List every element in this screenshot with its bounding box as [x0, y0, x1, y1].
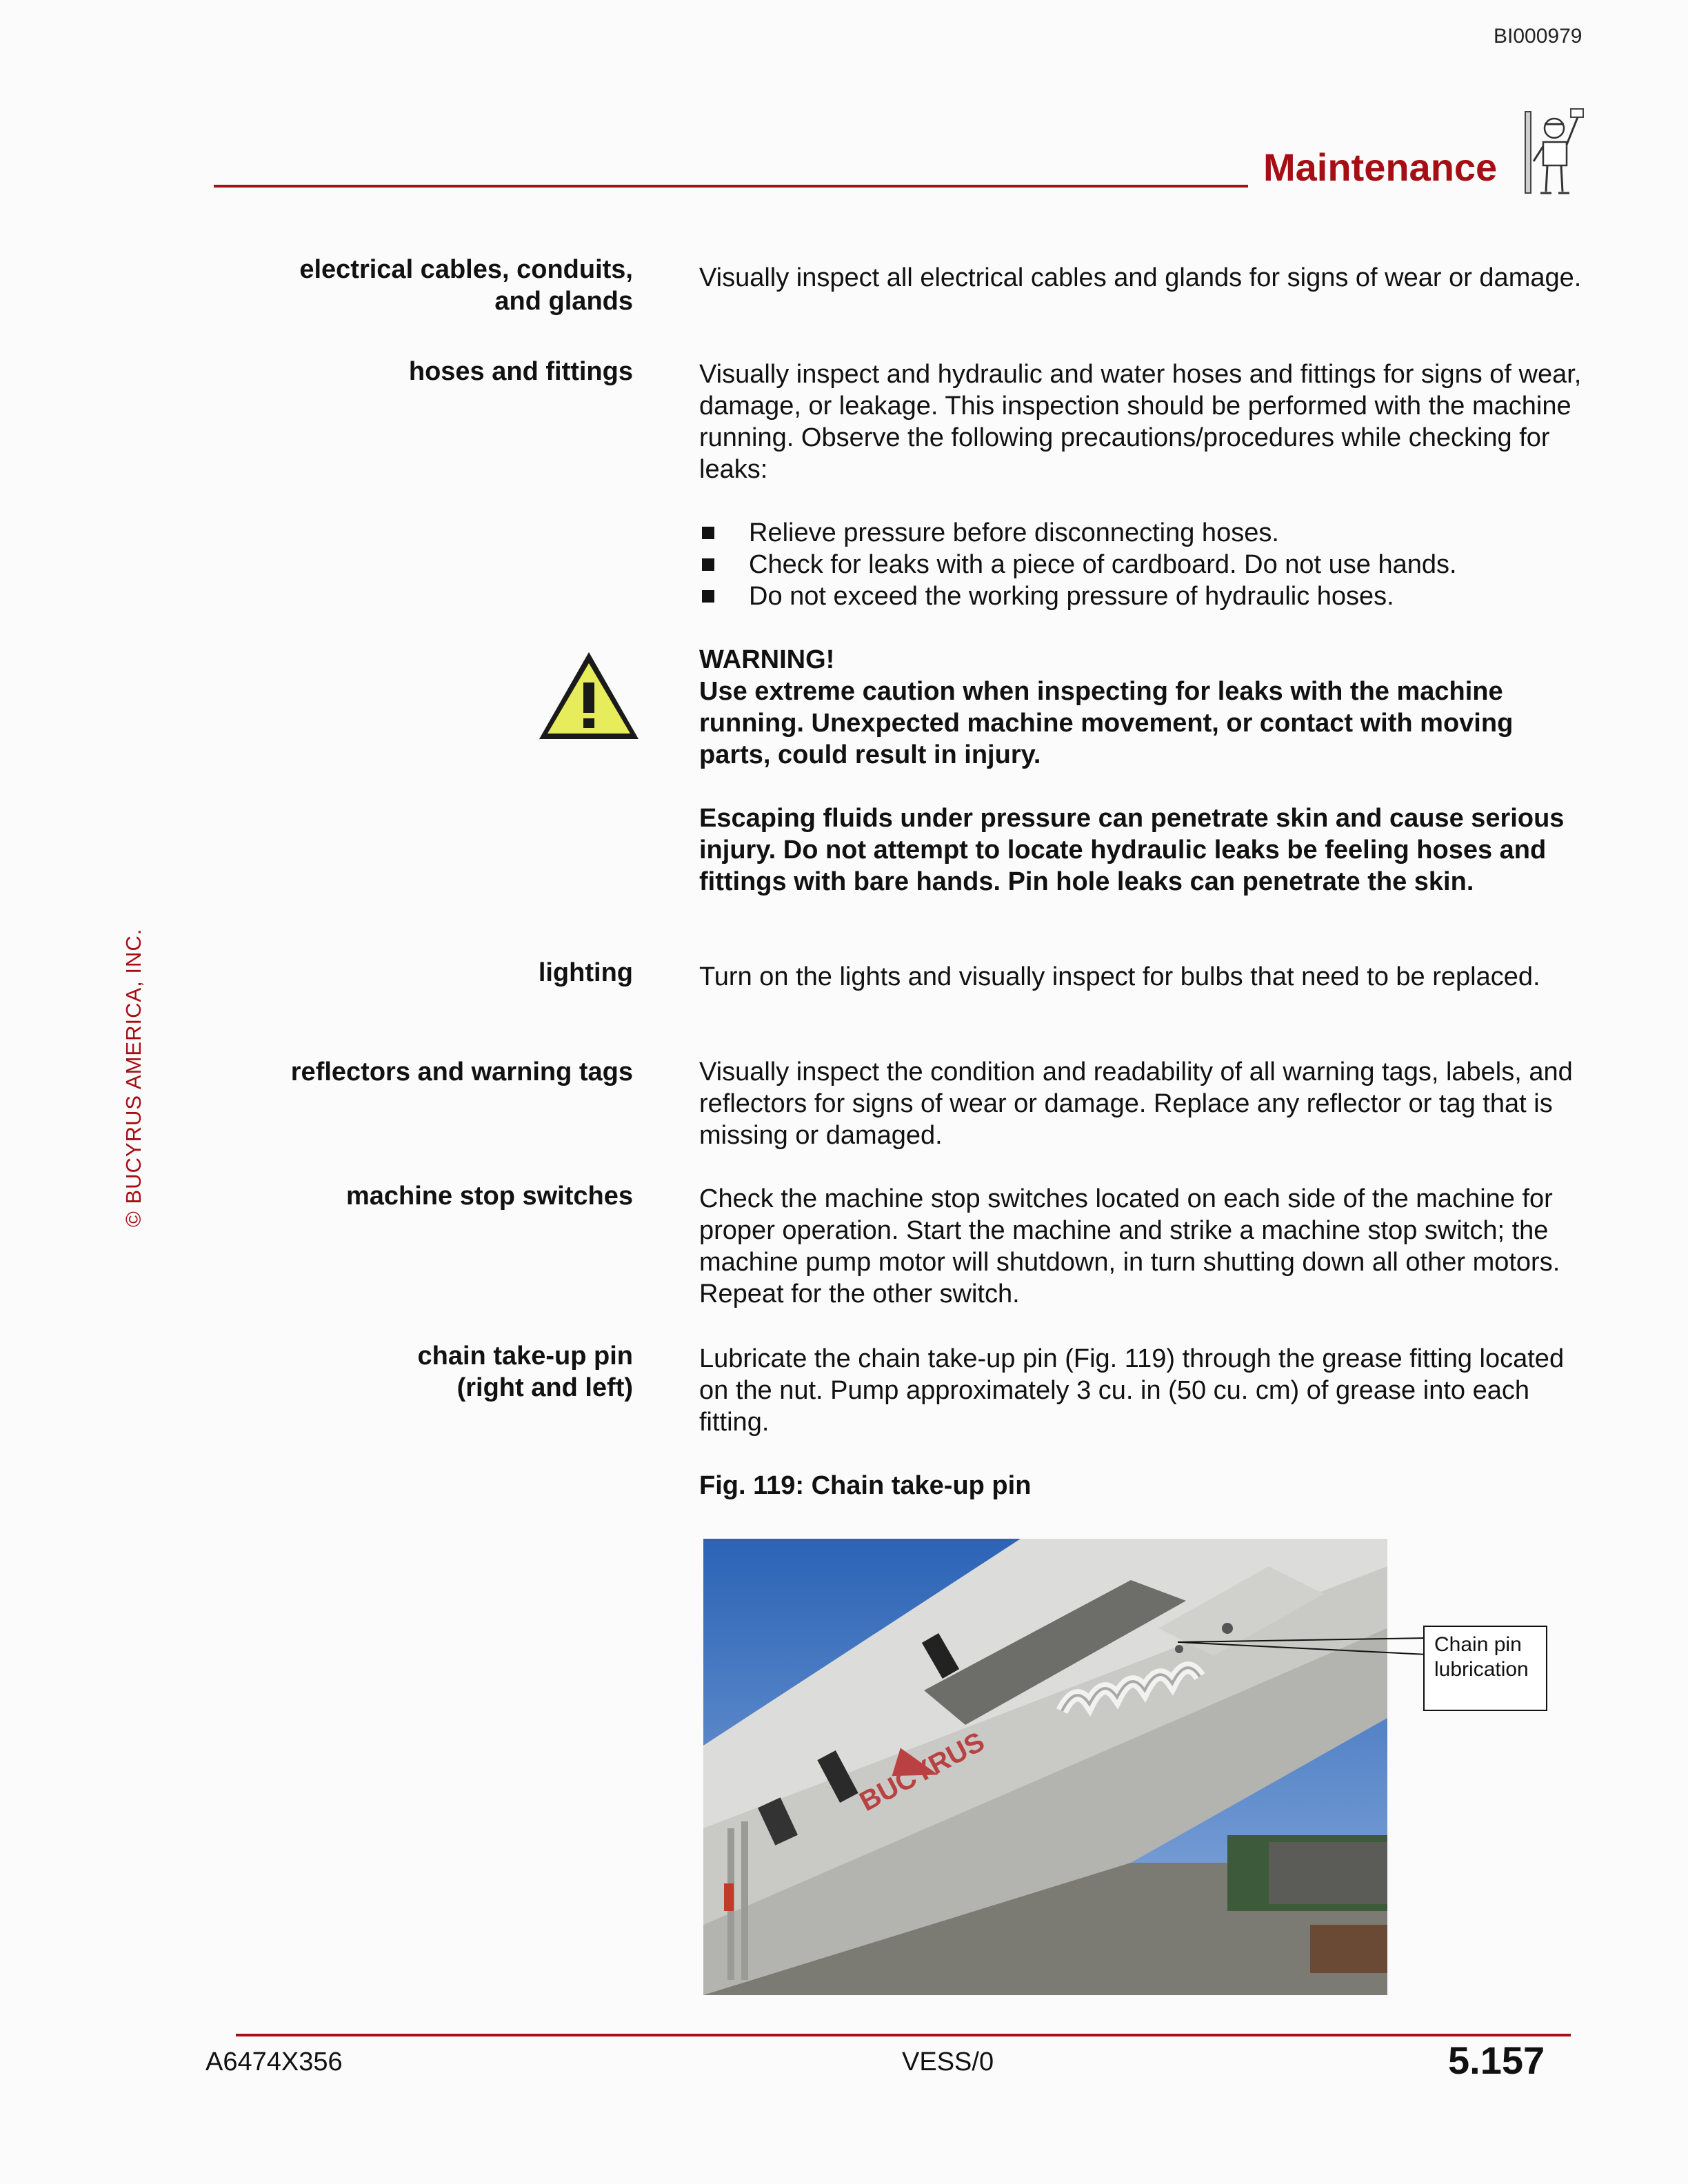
bullet-square-icon	[702, 527, 714, 539]
warning-paragraph-1: Use extreme caution when inspecting for leaks with the machine running. Unexpected machine movement, or contact with moving parts, could result in injury.	[699, 677, 1514, 769]
bullet-square-icon	[702, 590, 714, 603]
reflectors-text: Visually inspect the condition and readability of all warning tags, labels, and reflectors for signs of wear or damage. Replace any reflector or tag that is missing or damaged.	[699, 1058, 1573, 1150]
bullet-text: Check for leaks with a piece of cardboard. Do not use hands.	[749, 550, 1457, 579]
stop-switches-text: Check the machine stop switches located on each side of the machine for proper operation. Start the machine and strike a machine stop switch; the machine pump motor will shutdown, in turn shutting down all other motors. Repeat for the other switch.	[699, 1184, 1560, 1308]
bullet-text: Do not exceed the working pressure of hydraulic hoses.	[749, 582, 1394, 611]
list-item	[699, 580, 1589, 612]
section-title: Maintenance	[1263, 145, 1498, 189]
figure-caption: Fig. 119: Chain take-up pin	[699, 1471, 1032, 1500]
warning-paragraph-2: Escaping fluids under pressure can penetrate skin and cause serious injury. Do not attempt to locate hydraulic leaks be feeling hoses and fittings with bare hands. Pin hole leaks can penetrate the skin.	[699, 804, 1565, 896]
header-rule	[214, 185, 1248, 188]
hoses-text: Visually inspect and hydraulic and water hoses and fittings for signs of wear, damage, or leakage. This inspection should be performed with the machine running. Observe the following precautions/procedures while checking for leaks:	[699, 360, 1582, 484]
warning-heading: WARNING!	[699, 645, 835, 674]
figure-photo	[703, 1539, 1387, 1995]
cables-label-line1: electrical cables, conduits,	[299, 255, 633, 284]
bullet-square-icon	[702, 558, 714, 571]
chain-pin-label-line2: (right and left)	[456, 1373, 633, 1402]
document-id: BI000979	[1494, 25, 1582, 48]
footer-rule	[236, 2034, 1571, 2036]
cables-label-line2: and glands	[494, 287, 633, 316]
hoses-label: hoses and fittings	[408, 357, 633, 386]
page-number: 5.157	[1448, 2039, 1545, 2082]
warning-block	[699, 644, 1589, 898]
footer-revision: VESS/0	[902, 2048, 994, 2076]
list-item	[699, 517, 1589, 549]
warning-triangle-icon	[535, 648, 643, 743]
reflectors-label: reflectors and warning tags	[290, 1058, 633, 1086]
chain-pin-text: Lubricate the chain take-up pin (Fig. 119) through the grease fitting located on the nut. Pump approximately 3 cu. in (50 cu. cm) of grease into each fitting.	[699, 1344, 1565, 1437]
bullet-text: Relieve pressure before disconnecting hoses.	[749, 518, 1279, 547]
callout-leader-line	[1172, 1634, 1427, 1661]
chain-pin-label-line1: chain take-up pin	[417, 1342, 633, 1371]
mechanic-icon	[1523, 108, 1586, 197]
lighting-label: lighting	[538, 958, 633, 987]
callout-label: Chain pin lubrication	[1423, 1626, 1547, 1711]
machine-photo-illustration	[703, 1539, 1387, 1995]
lighting-text: Turn on the lights and visually inspect for bulbs that need to be replaced.	[699, 962, 1540, 991]
hoses-bullet-list	[699, 517, 1589, 612]
chain-pin-label	[418, 1340, 633, 1404]
footer-document-number: A6474X356	[205, 2048, 343, 2076]
cables-text: Visually inspect all electrical cables and glands for signs of wear or damage.	[699, 263, 1582, 292]
list-item	[699, 549, 1589, 580]
copyright-note: © BUCYRUS AMERICA, INC.	[121, 928, 145, 1227]
stop-switches-label: machine stop switches	[345, 1182, 633, 1211]
cables-label	[299, 254, 633, 317]
